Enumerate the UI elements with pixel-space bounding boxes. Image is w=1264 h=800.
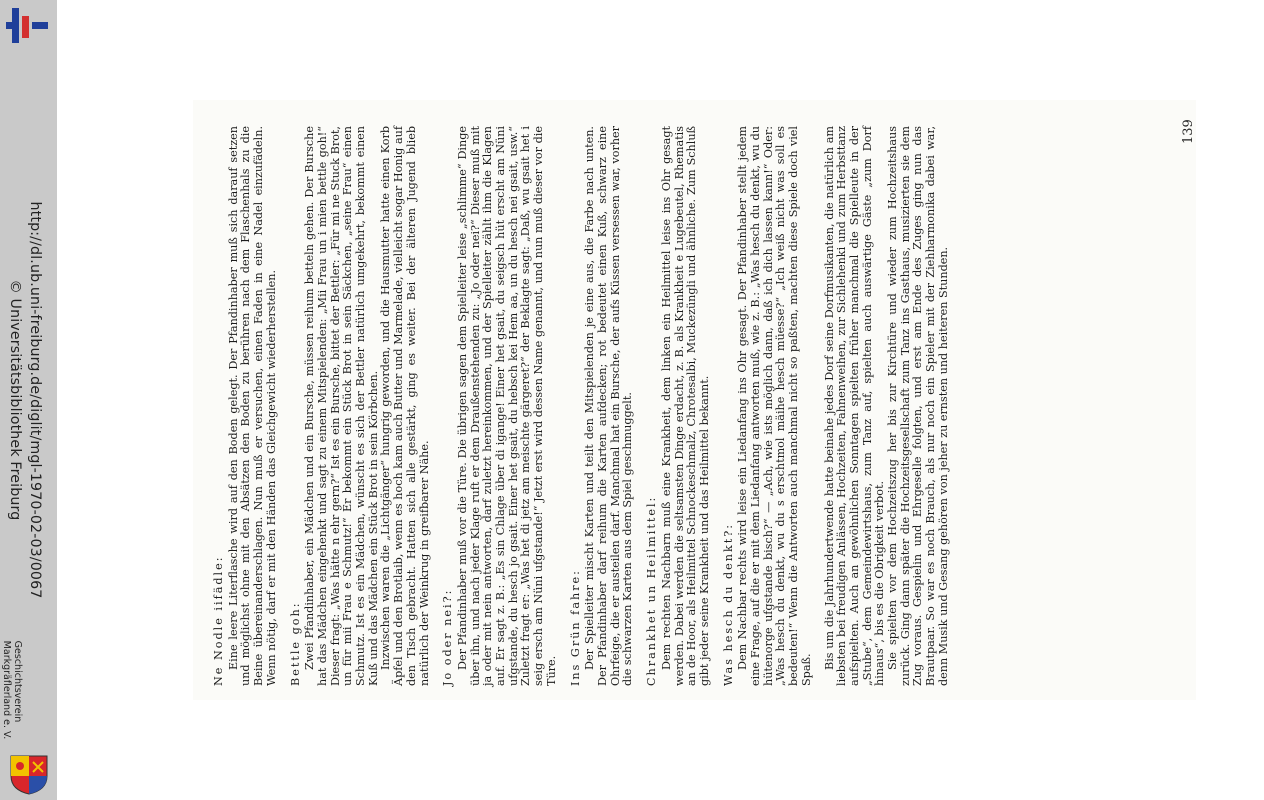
paragraph: Sie spielten vor dem Hochzeitszug her bis zur Kirchtüre und wieder zum Hochzeitshaus zurück. Ging dann später die Hochzeitsgesellschaft zum Tanz ins Gasthaus, musizierten sie dem Zug voraus. Gespielin und Ehrgeselle folgten, und erst am Ende des Zuges ging nun das Brautpaar. So war es noch Brauch, als nur noch ein Spieler mit der Ziehharmonika dabei war, denn Musik und Gesang gehören von jeher zu ernsten und heiteren Stunden. xyxy=(886,126,950,686)
coat-of-arms-icon[interactable] xyxy=(7,752,51,796)
section-heading: Ne Nodle iifädle: xyxy=(212,555,225,686)
paragraph: Zwei Pfandinhaber, ein Mädchen und ein Bursche, müssen reihum betteln gehen. Der Bursche hat das Mädchen eingehenkt und sagt zu einem Mitspielenden: „Mii Frau un i mien bettle goh!“ Dieser fragt: „Was hätte n ehr gern?“ Ist es ein Bursche, bittet der Bettler: „Für mi ne Stuck Brot, un für mii Frau e Schmutz!“ Er bekommt ein Stück Brot in sein Säckchen, „seine Frau“ einen Schmutz. Ist es ein Mädchen, wünscht es sich der Bettler natürlich umgekehrt, bekommt einen Kuß und das Mädchen ein Stück Brot in sein Körbchen. xyxy=(303,126,380,686)
page-text xyxy=(213,126,951,686)
publisher-line-1: Geschichtsverein xyxy=(12,640,23,723)
section-heading: Jo oder nei?: xyxy=(441,588,455,686)
paragraph: Dem rechten Nachbarn muß eine Krankheit, dem linken ein Heilmittel leise ins Ohr gesagt werden. Dabei werden die seltsamsten Dinge erdacht, z. B. als Krankheit e Lugebeutel, Rhematis an de Hoor, als Heilmittel Schnockeschmalz, Chrotesalbi, Muckezüngli und ähnliche. Zum Schluß gibt jeder seine Krankheit und das Heilmittel bekannt. xyxy=(659,126,711,686)
source-url-link[interactable]: http://dl.ub.uni-freiburg.de/diglit/mgl-1970-02-03/0067 xyxy=(27,201,43,599)
library-logo-icon[interactable] xyxy=(6,8,48,50)
paragraph: Bis um die Jahrhundertwende hatte beinahe jedes Dorf seine Dorfmusikanten, die natürlich am liebsten bei freudigen Anlässen, Hochzeiten, Fahnenweihen, zur Sichlehenki und zum Herbsttanz aufspielten. Auch an gewöhnlichen Sonntagen spielten früher manchmal die Spielleute in der „Stube“, dem Gemeindewirtshaus, zum Tanz auf, spielten auch auswärtige Gäste „zum Dorf hinaus“, bis es die Obrigkeit verbot. xyxy=(822,126,887,686)
copyright-label: © Universitätsbibliothek Freiburg xyxy=(7,279,23,521)
publisher-line-2: Markgräflerland e. V. xyxy=(1,640,12,740)
section-heading: Chrankhet un Heilmittel: xyxy=(645,495,659,686)
section-heading: Ins Grün fahre: xyxy=(568,569,582,686)
paragraph: Eine leere Literflasche wird auf den Boden gelegt. Der Pfandinhaber muß sich darauf setzen und möglichst ohne mit den Absätzen den Boden zu berühren nach dem Flaschenhals zu die Beine übereinanderschlagen. Nun muß er versuchen, einen Faden in eine Nadel einzufädeln. Wenn nötig, darf er mit den Händen das Gleichgewicht wiederherstellen. xyxy=(226,126,278,686)
rotated-page xyxy=(193,100,1196,700)
paragraph: Der Spielleiter mischt Karten und teilt den Mitspielenden je eine aus, die Farbe nach unten. Der Pfandinhaber darf reihum die Karten aufdecken; rot bedeutet einen Kuß, schwarz eine Ohrfeige, die er austeilen darf. Manchmal hat ein Bursche, der aufs Küssen versessen war, vorher die schwarzen Karten aus dem Spiel geschmuggelt. xyxy=(583,126,635,686)
paragraph: Dem Nachbar rechts wird leise ein Liedanfang ins Ohr gesagt. Der Pfandinhaber stellt jedem eine Frage, auf die er mit dem Liedanfang antworten muß, wie z. B.: „Was hesch du denkt, wu du hütenorge ufgstande bisch?“ — „Ach, wie ists möglich dann, daß ich dich lassen kann!“ Oder: „Was hesch du denkt, wu du s erschtmol mäihe hesch müesse?“ „Ich weiß nicht was soll es bedeuten!“ Wenn die Antworten auch manchmal nicht so paßten, machten diese Spiele doch viel Spaß. xyxy=(736,126,813,686)
book-page-scan[interactable] xyxy=(193,100,1196,700)
paragraph: Der Pfandinhaber muß vor die Türe. Die übrigen sagen dem Spielleiter leise „schlimme“ Dinge über ihn, und nach jeder Klage ruft er dem Draußenstehenden zu: „Jo oder nei?“ Dieser muß mit ja oder mit nein antworten, darf zuletzt hereinkommen, und der Spielleiter zählt ihm die Klagen auf. Er sagt z. B.: „Es sin Chlage über di igange! Einer het gsait, du seigsch hüt erscht am Nüni ufgstande, du hesch jo gsait. Einer het gsait, du hebsch kei Hem aa, un du hesch nei gsait, usw.“ Zuletzt fragt er: „Was het di jetz am meischte gärgeret?“ der Beklagte sagt: „Daß, wu gsait het i seig ersch am Nüni ufgstande!“ Jetzt erst wird dessen Name genannt, und nun muß dieser vor die Türe. xyxy=(455,126,558,686)
paragraph: Inzwischen waren die „Lichtgänger“ hungrig geworden, und die Hausmutter hatte einen Korb Äpfel und den Brotlaib, wenn es hoch kam auch Butter und Marmelade, vielleicht sogar Honig auf den Tisch gebracht. Hatten sich alle gestärkt, ging es weiter. Bei der älteren Jugend blieb natürlich der Weinkrug in greifbarer Nähe. xyxy=(379,126,431,686)
viewer-sidebar xyxy=(0,0,57,800)
section-heading: Bettle goh: xyxy=(288,601,302,686)
page-number: 139 xyxy=(1181,119,1196,144)
publisher-label xyxy=(1,641,23,740)
section-heading: Was hesch du denkt?: xyxy=(721,522,735,686)
